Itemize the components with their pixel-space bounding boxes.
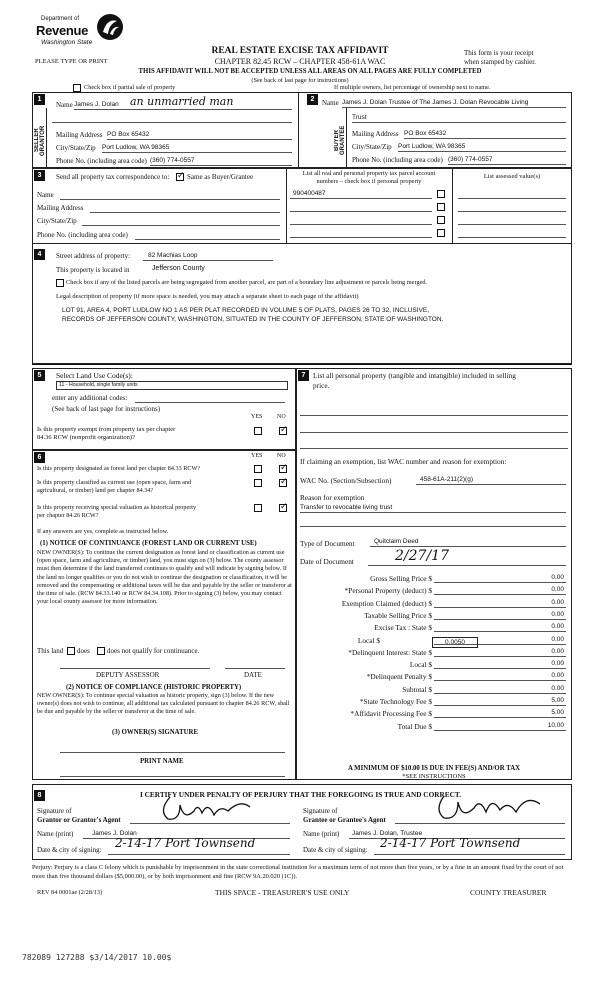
tax-row-line-9: [434, 693, 566, 694]
seller-grantor-side: SELLER GRANTOR: [34, 125, 46, 156]
reason-label: Reason for exemption: [300, 493, 365, 502]
land-does-checkbox[interactable]: [67, 647, 75, 655]
grantor-print-label: Name (print): [37, 830, 74, 838]
section-1-number: 1: [34, 94, 45, 105]
certify-statement: I CERTIFY UNDER PENALTY OF PERJURY THAT THE FOREGOING IS TRUE AND CORRECT.: [140, 790, 462, 799]
land-does-not-label: does not qualify for continuance.: [107, 647, 200, 655]
tax-row-value-11[interactable]: 5.00: [551, 709, 564, 717]
additional-codes-label: enter any additional codes:: [52, 394, 128, 402]
tax-row-line-3: [434, 619, 566, 620]
sec6-yes-header: YES: [251, 453, 263, 459]
exemption-claim-label: If claiming an exemption, list WAC number and reason for exemption:: [300, 457, 507, 466]
historic-no-checkbox[interactable]: [279, 504, 287, 512]
tax-row-value-12[interactable]: 10.00: [547, 721, 564, 729]
parcel-3-personal-checkbox[interactable]: [437, 216, 445, 224]
personal-property-label-2: price.: [313, 381, 330, 390]
tax-row-label-12: Total Due $: [397, 721, 432, 731]
nonprofit-question: [37, 426, 237, 442]
tax-row-value-6[interactable]: 0.00: [551, 647, 564, 655]
buyer-mail-label: Mailing Address: [352, 130, 399, 138]
tax-row-line-12: [434, 730, 566, 731]
nonprofit-question-line1: Is this property exempt from property tax per chapter: [37, 426, 176, 433]
street-address-field[interactable]: 82 Machias Loop: [148, 252, 198, 259]
grantor-date-city-field[interactable]: 2-14-17 Port Townsend: [115, 836, 256, 850]
sec6-no-header: NO: [277, 453, 286, 459]
type-or-print: PLEASE TYPE OR PRINT: [35, 58, 108, 65]
tax-row-value-4[interactable]: 0.00: [551, 623, 564, 631]
tax-row-label-0: Gross Selling Price $: [370, 574, 432, 583]
parcel-header: [286, 170, 452, 185]
correspondence-mail-label: Mailing Address: [37, 204, 84, 212]
tax-row-label-7: Local $: [409, 660, 432, 670]
owner-signature-title: (3) OWNER(S) SIGNATURE: [112, 729, 198, 736]
legal-description-line1[interactable]: LOT 91, AREA 4, PORT LUDLOW NO 1 AS PER PLAT RECORDED IN VOLUME 5 OF PLATS, PAGES 26 TO 32, INCLUSIVE,: [62, 307, 430, 314]
tax-row-line-1: [434, 594, 566, 595]
tax-row-line-11: [434, 717, 566, 718]
see-back-text: (See back of last page for instructions): [251, 77, 349, 84]
local-rate-field[interactable]: 0.0050: [432, 637, 478, 648]
logo-revenue: Revenue: [36, 23, 89, 38]
parcel-2-personal-checkbox[interactable]: [437, 203, 445, 211]
deputy-assessor-label: DEPUTY ASSESSOR: [96, 671, 160, 679]
logo-swirl-icon: [95, 12, 125, 42]
grantee-print-field[interactable]: James J. Dolan, Trustee: [352, 830, 423, 837]
property-county-field[interactable]: Jefferson County: [152, 265, 205, 272]
current-use-line1: Is this property classified as current use (open space, farm and: [37, 479, 192, 486]
segregated-label: Check box if any of the listed parcels are being segregated from another parcel, are part of a boundary line adjustment or parcels being merged.: [66, 279, 428, 286]
doc-date-label: Date of Document: [300, 557, 354, 566]
buyer-city-field[interactable]: Port Ludlow, WA 98365: [398, 143, 466, 150]
seller-city-field[interactable]: Port Ludlow, WA 98365: [102, 144, 170, 151]
forest-yes-checkbox[interactable]: [254, 465, 262, 473]
land-does-not-checkbox[interactable]: [97, 647, 105, 655]
property-located-label: This property is located in: [56, 266, 130, 274]
assessor-date-label: DATE: [244, 671, 262, 679]
seller-mail-label: Mailing Address: [56, 131, 103, 139]
nonprofit-question-line2: 84.36 RCW (nonprofit organization)?: [37, 434, 135, 441]
seller-name-field[interactable]: James J. Dolan: [74, 101, 119, 108]
tax-row-line-2: [434, 607, 566, 608]
continuance-text: NEW OWNER(S): To continue the current designation as forest land or classification as current use (open space, farm and agriculture, or timber) land, you must sign on (3) below. The county assessor must then determine if the land transferred continues to qualify and will indicate by signing below. If the land no longer qualifies or you do not wish to continue the designation or classification, it will be removed and the compensating or additional taxes will be due and payable by the seller or transferor at the time of sale. (RCW 84.33.140 or RCW 84.34.108). Prior to signing (3) below, you may contact your local county assessor for more information.: [37, 549, 292, 606]
form-title: REAL ESTATE EXCISE TAX AFFIDAVIT: [211, 46, 389, 56]
county-treasurer: COUNTY TREASURER: [470, 888, 547, 897]
multiple-owners-label: If multiple owners, list percentage of ownership next to name.: [334, 84, 491, 91]
buyer-phone-label: Phone No. (including area code): [352, 156, 443, 164]
compliance-title: (2) NOTICE OF COMPLIANCE (HISTORIC PROPERTY): [66, 684, 242, 691]
section-6-number: 6: [34, 452, 45, 463]
current-use-question: [37, 479, 247, 495]
seller-mail-field[interactable]: PO Box 65432: [107, 131, 150, 138]
historic-line2: per chapter 84.26 RCW?: [37, 512, 99, 520]
tax-row-value-9[interactable]: 0.00: [551, 684, 564, 692]
tax-row-label-1: *Personal Property (deduct) $: [344, 586, 432, 596]
tax-row-label-8: *Delinquent Penalty $: [366, 672, 432, 682]
section-3-number: 3: [34, 170, 45, 181]
buyer-name-field-line2[interactable]: Trust: [352, 114, 367, 121]
grantor-date-city-label: Date & city of signing:: [37, 846, 102, 854]
buyer-city-label: City/State/Zip: [352, 143, 392, 151]
tax-row-value-10[interactable]: 5.00: [551, 697, 564, 704]
parcel-header-line2: numbers – check box if personal property: [316, 177, 422, 185]
correspondence-phone-label: Phone No. (including area code): [37, 231, 128, 239]
grantee-date-city-field[interactable]: 2-14-17 Port Townsend: [380, 836, 521, 850]
section-4-number: 4: [34, 249, 45, 260]
receipt-line2: when stamped by cashier.: [464, 58, 536, 66]
warning-text: THIS AFFIDAVIT WILL NOT BE ACCEPTED UNLESS ALL AREAS ON ALL PAGES ARE FULLY COMPLETED: [138, 68, 482, 75]
tax-row-line-0: [434, 582, 566, 583]
this-land-label: This land: [37, 647, 64, 655]
land-use-select[interactable]: 11 - Household, single family units: [56, 381, 288, 390]
buyer-mail-field[interactable]: PO Box 65432: [404, 130, 447, 137]
treasurer-stamp: 782089 127288 $3/14/2017 10.00$: [22, 953, 172, 962]
current-use-no-checkbox[interactable]: [279, 479, 287, 487]
buyer-name-field[interactable]: James J. Dolan Trustee of The James J. Dolan Revocable Living: [342, 99, 529, 106]
seller-city-label: City/State/Zip: [56, 144, 96, 152]
section-2-number: 2: [307, 94, 318, 105]
nonprofit-no-checkbox[interactable]: [279, 427, 287, 435]
street-address-label: Street address of property:: [56, 252, 131, 260]
tax-row-label-9: Subtotal $: [402, 684, 432, 694]
compliance-text: NEW OWNER(S): To continue special valuation as historic property, sign (3) below. If the new owner(s) does not wish to continue, all additional tax calculated pursuant to chapter 84.26 RCW, shall be due and payable by the seller or transferor at the time of sale.: [37, 692, 290, 716]
sec5-see-back: (See back of last page for instructions): [52, 405, 161, 413]
legal-description-label: Legal description of property (if more space is needed, you may attach a separate sheet to each page of the affidavit): [56, 293, 359, 300]
tax-row-value-2[interactable]: 0.00: [551, 598, 564, 606]
correspondence-name-label: Name: [37, 191, 54, 199]
seller-phone-field[interactable]: (360) 774-0557: [150, 157, 195, 164]
land-does-label: does: [77, 647, 90, 655]
tax-row-value-5[interactable]: 0.00: [551, 635, 564, 643]
perjury-notice: Perjury: Perjury is a class C felony which is punishable by imprisonment in the state correctional institution for a maximum term of not more than five years, or by a fine in an amount fixed by the court of not more than five thousand dollars ($5,000.00), or by both imprisonment and fine (RCW 9A.20.020 (1C)).: [32, 864, 564, 880]
parcel-number-1[interactable]: 990400487: [293, 190, 326, 197]
tax-row-value-3[interactable]: 0.00: [551, 610, 564, 618]
nonprofit-yes-checkbox[interactable]: [254, 427, 262, 435]
parcel-header-line1: List all real and personal property tax parcel account: [302, 170, 436, 177]
parcel-4-personal-checkbox[interactable]: [437, 229, 445, 237]
section-8-number: 8: [34, 790, 45, 801]
same-as-buyer-label: Same as Buyer/Grantee: [187, 173, 254, 181]
sec5-no-header: NO: [277, 414, 286, 420]
section-4-box: [32, 244, 572, 364]
wac-field[interactable]: 458-61A-211(2)(g): [420, 476, 473, 483]
tax-row-line-6: [434, 656, 566, 657]
grantor-sig-label2: Grantor or Grantor's Agent: [37, 816, 121, 824]
buyer-phone-field[interactable]: (360) 774-0557: [448, 156, 493, 163]
grantor-sig-label1: Signature of: [37, 807, 72, 815]
assessed-header: List assessed value(s): [483, 173, 541, 180]
wac-label: WAC No. (Section/Subsection): [300, 476, 392, 485]
section-7-number: 7: [298, 370, 309, 381]
continuance-title: (1) NOTICE OF CONTINUANCE (FOREST LAND OR CURRENT USE): [40, 540, 257, 547]
receipt-line1: This form is your receipt: [464, 49, 534, 57]
tax-row-value-7[interactable]: 0.00: [551, 660, 564, 668]
tax-row-label-4: Excise Tax : State $: [374, 623, 432, 633]
doc-type-label: Type of Document: [300, 539, 355, 548]
doc-date-field[interactable]: 2/27/17: [395, 548, 449, 564]
tax-row-line-10: [434, 705, 566, 706]
logo-state: Washington State: [41, 39, 93, 46]
seller-name-handwritten: an unmarried man: [130, 95, 234, 108]
personal-property-label: List all personal property (tangible and intangible) included in selling: [313, 371, 516, 380]
grantee-date-city-label: Date & city of signing:: [303, 846, 368, 854]
land-use-label: Select Land Use Code(s):: [56, 371, 133, 380]
tax-row-label-5: Local $: [357, 635, 380, 645]
tax-row-label-6: *Delinquent Interest: State $: [348, 647, 432, 657]
logo-dept-line: Department of: [41, 16, 80, 22]
minimum-due-line1: A MINIMUM OF $10.00 IS DUE IN FEE(S) AND/OR TAX: [347, 765, 521, 772]
tax-row-label-11: *Affidavit Processing Fee $: [350, 709, 432, 719]
parcel-1-personal-checkbox[interactable]: [437, 190, 445, 198]
seller-phone-label: Phone No. (including area code): [56, 157, 147, 165]
grantee-sig-label1: Signature of: [303, 807, 338, 815]
if-yes-instruction: If any answers are yes, complete as instructed below.: [37, 528, 169, 535]
grantor-signature-icon: [150, 793, 260, 825]
buyer-grantee-side: BUYER GRANTEE: [334, 125, 346, 156]
treasurer-space: THIS SPACE - TREASURER'S USE ONLY: [215, 888, 350, 897]
form-revision: REV 84 0001ae (2/28/13): [37, 889, 103, 896]
tax-row-value-1[interactable]: 0.00: [551, 586, 564, 594]
tax-row-line-7: [434, 668, 566, 669]
grantee-signature-icon: [430, 790, 550, 824]
historic-question: [37, 504, 247, 520]
tax-row-line-8: [434, 680, 566, 681]
current-use-line2: agricultural, or timber) land per chapter 84.34?: [37, 487, 154, 495]
tax-row-label-10: *State Technology Fee $: [359, 697, 432, 706]
historic-yes-checkbox[interactable]: [254, 504, 262, 512]
tax-row-value-0[interactable]: 0.00: [551, 574, 564, 581]
forest-no-checkbox[interactable]: [279, 465, 287, 473]
grantee-sig-label2: Grantee or Grantee's Agent: [303, 816, 386, 824]
correspondence-city-label: City/State/Zip: [37, 217, 77, 225]
partial-sale-label: Check box if partial sale of property: [84, 84, 176, 91]
same-as-buyer-checkbox[interactable]: [176, 173, 184, 181]
doc-type-field[interactable]: Quitclaim Deed: [374, 538, 419, 545]
grantor-print-field[interactable]: James J. Dolan: [92, 830, 137, 837]
forest-land-question: Is this property designated as forest land per chapter 84.33 RCW?: [37, 465, 201, 472]
current-use-yes-checkbox[interactable]: [254, 479, 262, 487]
partial-sale-checkbox[interactable]: [73, 84, 81, 92]
tax-row-value-8[interactable]: 0.00: [551, 672, 564, 680]
buyer-name-label: Name: [322, 99, 339, 107]
minimum-due-line2: *SEE INSTRUCTIONS: [402, 773, 466, 780]
tax-row-label-2: Exemption Claimed (deduct) $: [341, 598, 432, 608]
legal-description-line2[interactable]: RECORDS OF JEFFERSON COUNTY, WASHINGTON, SITUATED IN THE COUNTY OF JEFFERSON, STATE OF WASHINGTON.: [62, 316, 444, 323]
send-correspondence-label: Send all property tax correspondence to:: [56, 173, 170, 181]
grantee-print-label: Name (print): [303, 830, 340, 838]
seller-name-label: Name: [56, 101, 73, 109]
sec5-yes-header: YES: [251, 414, 263, 420]
print-name-label: PRINT NAME: [140, 758, 184, 765]
form-chapter: CHAPTER 82.45 RCW – CHAPTER 458-61A WAC: [214, 57, 386, 66]
historic-line1: Is this property receiving special valuation as historical property: [37, 504, 197, 511]
tax-row-label-3: Taxable Selling Price $: [364, 610, 432, 620]
tax-row-line-4: [434, 631, 566, 632]
section-5-number: 5: [34, 370, 45, 381]
segregated-checkbox[interactable]: [56, 279, 64, 287]
reason-field[interactable]: Transfer to revocable living trust: [300, 504, 393, 511]
